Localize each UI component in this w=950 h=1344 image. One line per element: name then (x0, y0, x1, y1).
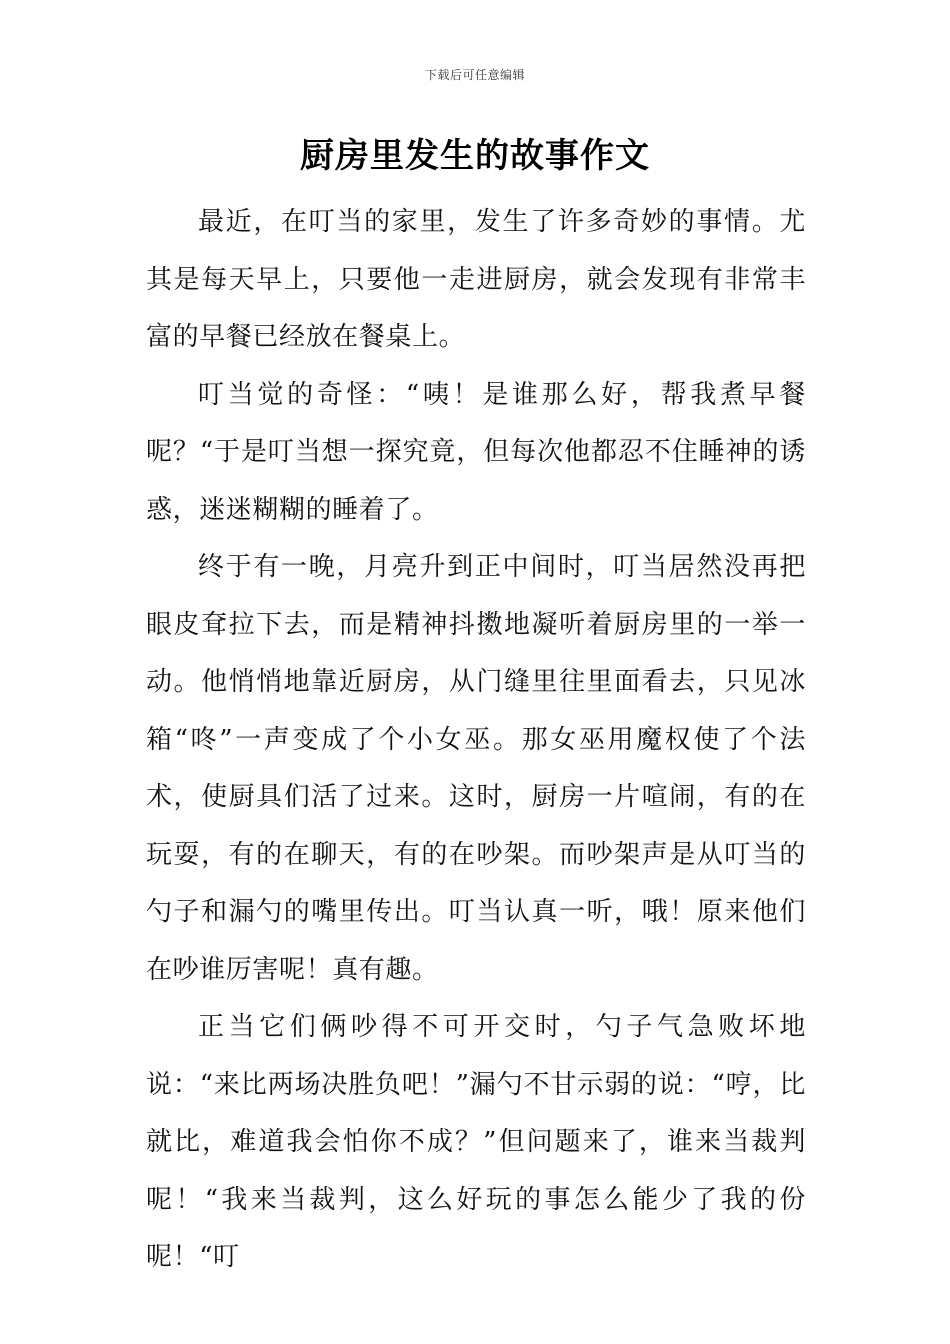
page-title: 厨房里发生的故事作文 (300, 136, 650, 176)
paragraph-3: 终于有一晚，月亮升到正中间时，叮当居然没再把眼皮耷拉下去，而是精神抖擞地凝听着厨房里的一举一动。他悄悄地靠近厨房，从门缝里往里面看去，只见冰箱“咚”一声变成了个小女巫。那女巫用魔权使了个法术，使厨具们活了过来。这时，厨房一片喧闹，有的在玩耍，有的在聊天，有的在吵架。而吵架声是从叮当的勺子和漏勺的嘴里传出。叮当认真一听，哦！原来他们在吵谁厉害呢！真有趣。 (146, 552, 806, 985)
paragraph-2: 叮当觉的奇怪：“咦！是谁那么好，帮我煮早餐呢？“于是叮当想一探究竟，但每次他都忍不住睡神的诱惑，迷迷糊糊的睡着了。 (146, 379, 806, 525)
paragraph-1: 最近，在叮当的家里，发生了许多奇妙的事情。尤其是每天早上，只要他一走进厨房，就会发现有非常丰富的早餐已经放在餐桌上。 (146, 207, 806, 352)
paragraph-4: 正当它们俩吵得不可开交时，勺子气急败坏地说：“来比两场决胜负吧！”漏勺不甘示弱的说：“哼，比就比，难道我会怕你不成？”但问题来了，谁来当裁判呢！“我来当裁判，这么好玩的事怎么能少了我的份呢！“叮 (146, 1012, 806, 1272)
article-body (146, 194, 806, 1287)
header-note: 下载后可任意编辑 (424, 68, 525, 82)
